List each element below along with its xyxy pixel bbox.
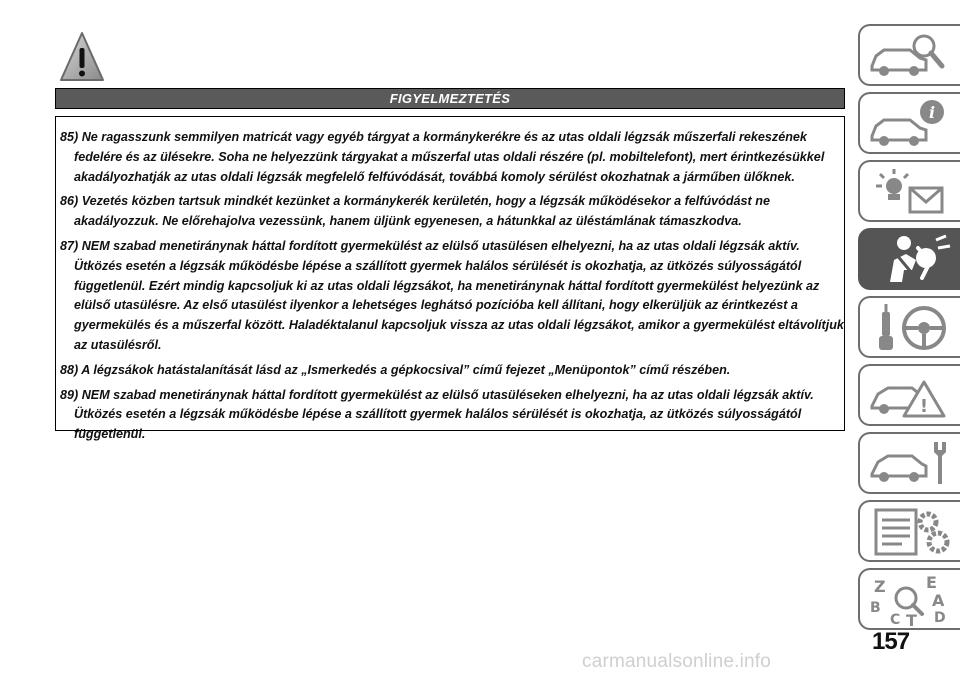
index-letter-t: T bbox=[906, 611, 917, 626]
index-letter-z: Z bbox=[874, 577, 886, 596]
index-letter-e: E bbox=[926, 574, 937, 592]
warning-light-message-icon bbox=[866, 166, 954, 218]
page-number: 157 bbox=[872, 628, 910, 655]
index-letter-c: C bbox=[890, 612, 901, 626]
note-89: 89) NEM szabad menetiránynak háttal fordított gyermekülést az elülső utasüléseken elhelyezni, ha az utas oldali légzsák aktív. Ütközés esetén a légzsák működésbe lépése a szállított gyermek halálos sérülését is okozhatja, az ütközés súlyosságától függetlenül. bbox=[60, 387, 814, 442]
tab-safety[interactable] bbox=[858, 228, 960, 290]
svg-text:i: i bbox=[928, 103, 936, 122]
note-85: 85) Ne ragasszunk semmilyen matricát vagy egyéb tárgyat a kormánykerékre és az utas oldali légzsák műszerfali rekeszének fedelére és az ülésekre. Soha ne helyezzünk tárgyakat a műszerfal utas oldali részére (pl. mobiltelefont), mert érintkezésükkel akadályozhatják az utas oldali légzsák megfelelő felfúvódását, továbbá komoly sérülést okozhatnak a járműben ülőknek. bbox=[60, 130, 825, 184]
tab-technical-data[interactable] bbox=[858, 500, 960, 562]
note-87: 87) NEM szabad menetiránynak háttal fordított gyermekülést az elülső utasülésen elhelyezni, ha az utas oldali légzsák aktív. Ütközés esetén a légzsák működésbe lépése a szállított gyermek halálos sérülését is okozhatja, az ütközés súlyosságától függetlenül. Ezért mindig kapcsoljuk ki az utas oldali légzsákot, ha menetiránynak háttal fordított gyermekülést helyezünk az elülső utasülésre. Az első utasülést ilyenkor a lehetséges leghátsó pozícióba kell állítani, hogy elkerüljük az érintkezést a gyermekülés és a műszerfal között. Haladéktalanul kapcsoljuk vissza az utas oldali légzsákot, amikor a gyermekülést eltávolítjuk az utasülésről. bbox=[60, 238, 844, 352]
banner-title: FIGYELMEZTETÉS bbox=[389, 91, 511, 106]
tab-starting-driving[interactable] bbox=[858, 296, 960, 358]
alphabetical-index-icon bbox=[866, 574, 954, 626]
index-letter-d: D bbox=[934, 610, 946, 626]
warning-banner bbox=[55, 88, 845, 109]
tab-car-info[interactable] bbox=[858, 92, 960, 154]
technical-data-icon bbox=[866, 506, 954, 558]
watermark: carmanualsonline.info bbox=[582, 651, 772, 672]
car-maintenance-icon bbox=[866, 438, 954, 490]
index-letter-a: A bbox=[932, 591, 945, 610]
index-letter-b: B bbox=[870, 600, 881, 616]
car-emergency-icon bbox=[866, 370, 954, 422]
warning-notes-panel bbox=[55, 116, 845, 442]
airbag-seatbelt-icon bbox=[866, 234, 954, 286]
car-search-icon bbox=[866, 30, 954, 82]
tab-emergency[interactable] bbox=[858, 364, 960, 426]
note-88: 88) A légzsákok hatástalanítását lásd az „Ismerkedés a gépkocsival” című fejezet „Menüpontok” című részében. bbox=[60, 362, 731, 377]
tab-index[interactable] bbox=[858, 568, 960, 630]
warning-triangle-icon bbox=[58, 30, 106, 84]
note-86: 86) Vezetés közben tartsuk mindkét kezünket a kormánykerék kerületén, hogy a légzsák működésekor a felfúvódást ne akadályozzuk. Ne előrehajolva vezessünk, hanem üljünk egyenesen, a hátunkkal az üléstámlának támaszkodva. bbox=[60, 194, 770, 229]
svg-text:!: ! bbox=[919, 396, 929, 417]
tab-maintenance[interactable] bbox=[858, 432, 960, 494]
tab-warning-lights[interactable] bbox=[858, 160, 960, 222]
car-info-icon bbox=[866, 98, 954, 150]
key-steering-wheel-icon bbox=[866, 302, 954, 354]
tab-car-search[interactable] bbox=[858, 24, 960, 86]
